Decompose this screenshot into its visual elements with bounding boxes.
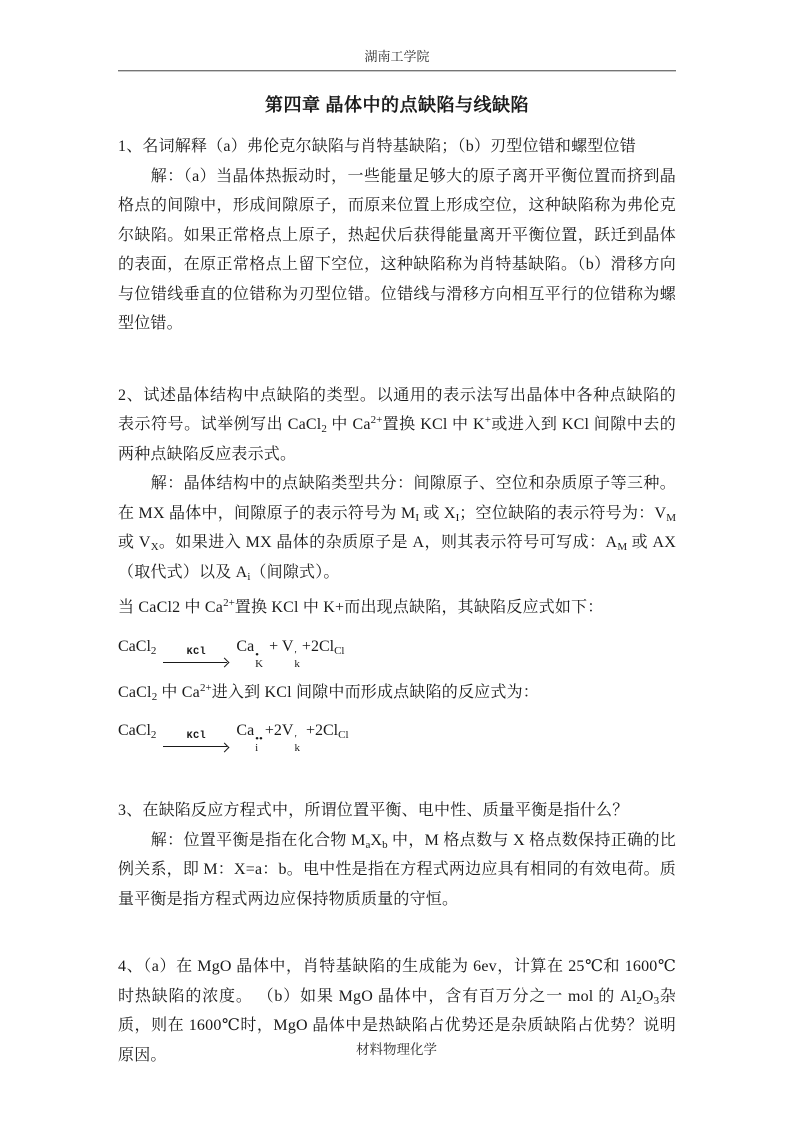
subscript: X bbox=[150, 541, 159, 553]
defect-equation-1: CaCl$_2$ KCl Ca • K + V ′ k $+2Cl_{Cl}$ bbox=[118, 637, 345, 670]
superscript: 2+ bbox=[199, 681, 212, 694]
question-1: 1、名词解释（a）弗伦克尔缺陷与肖特基缺陷；（b）刃型位错和螺型位错 bbox=[118, 138, 636, 155]
subscript: 2 bbox=[150, 644, 157, 657]
equation-1-intro: 当 CaCl2 中 $Ca^{2+}$置换 KCl 中 K+而出现点缺陷，其缺陷反应式如下： bbox=[118, 597, 604, 616]
subscript: M bbox=[666, 511, 677, 524]
subscript: I bbox=[415, 511, 420, 524]
equation-2-intro: CaCl$_2$ 中 $Ca^{2+}$进入到 KCl 间隙中而形成点缺陷的反应式为： bbox=[118, 681, 539, 703]
kroger-vink-notation: ′ k bbox=[294, 648, 300, 670]
subscript: 2 bbox=[150, 729, 157, 741]
chapter-title: 第四章 晶体中的点缺陷与线缺陷 bbox=[265, 95, 529, 115]
answer-1: 解：（a）当晶体热振动时，一些能量足够大的原子离开平衡位置而挤到晶格点的间隙中，形成间隙原子，而原来位置上形成空位，这种缺陷称为弗伦克尔缺陷。如果正常格点上原子，热起伏后获得能量离开平衡位置，跃迁到晶体的表面，在原正常格点上留下空位，这种缺陷称为肖特基缺陷。（b）滑移方向与位错线垂直的位错称为刃型位错。位错线与滑移方向相互平行的位错称为螺型位错。 bbox=[118, 167, 676, 332]
question-2: 2、试述晶体结构中点缺陷的类型。以通用的表示法写出晶体中各种点缺陷的表示符号。试举例写出 CaCl$_2$ 中 $Ca^{2+}$置换 KCl 中 K+或进入到 KCl 间隙中去的两种点缺陷反应表示式。 bbox=[118, 386, 676, 463]
header-title: 湖南工学院 bbox=[364, 49, 430, 64]
defect-equation-2: CaCl$_2$ KCl Ca •• i +2V ′ k $+2Cl_{Cl}$ bbox=[118, 722, 349, 754]
subscript: a bbox=[365, 838, 371, 851]
superscript: + bbox=[484, 414, 492, 426]
reaction-arrow-icon: KCl bbox=[163, 731, 229, 752]
subscript: b bbox=[382, 838, 388, 851]
answer-3: 解：位置平衡是指在化合物 $M_aX_b$ 中，M 格点数与 X 格点数保持正确的比例关系，即 M：X=a：b。电中性是指在方程式两边应具有相同的有效电荷。质量平衡是指方程式两边应保持物质质量的守恒。 bbox=[118, 831, 676, 908]
subscript: M bbox=[617, 541, 628, 553]
subscript: 2 bbox=[321, 423, 327, 435]
superscript: 2+ bbox=[370, 414, 383, 426]
subscript: 2 bbox=[636, 994, 642, 1007]
kroger-vink-notation: ′ k bbox=[294, 733, 300, 754]
subscript: i bbox=[247, 570, 251, 583]
page-footer: 材料物理化学 bbox=[356, 1042, 437, 1057]
question-3: 3、在缺陷反应方程式中，所谓位置平衡、电中性、质量平衡是指什么？ bbox=[118, 802, 629, 819]
subscript: Cl bbox=[338, 729, 349, 741]
header-divider bbox=[118, 70, 676, 72]
subscript: Cl bbox=[334, 644, 345, 657]
subscript: 2 bbox=[151, 690, 158, 703]
question-4: 4、（a）在 MgO 晶体中，肖特基缺陷的生成能为 6ev，计算在 25℃和 1600℃时热缺陷的浓度。 （b）如果 MgO 晶体中，含有百万分之一 mol 的 $Al_2O_3$杂质，则在 1600℃时，MgO 晶体中是热缺陷占优势还是杂质缺陷占优势？说明原因。 bbox=[118, 958, 676, 1064]
kroger-vink-notation: • K bbox=[255, 648, 264, 670]
subscript: 3 bbox=[653, 994, 660, 1007]
reaction-arrow-icon: KCl bbox=[163, 647, 229, 668]
answer-2: 解：晶体结构中的点缺陷类型共分：间隙原子、空位和杂质原子等三种。在 MX 晶体中，间隙原子的表示符号为 $M_I$ 或 $X_I$；空位缺陷的表示符号为：$V_M$ 或 $V_X$。如果进入 MX 晶体的杂质原子是 A，则其表示符号可写成：$A_M$ 或 AX（取代式）以及 $A_i$（间隙式）。 bbox=[118, 475, 677, 583]
subscript: I bbox=[455, 511, 460, 524]
kroger-vink-notation: •• i bbox=[255, 733, 263, 754]
superscript: 2+ bbox=[223, 597, 235, 609]
